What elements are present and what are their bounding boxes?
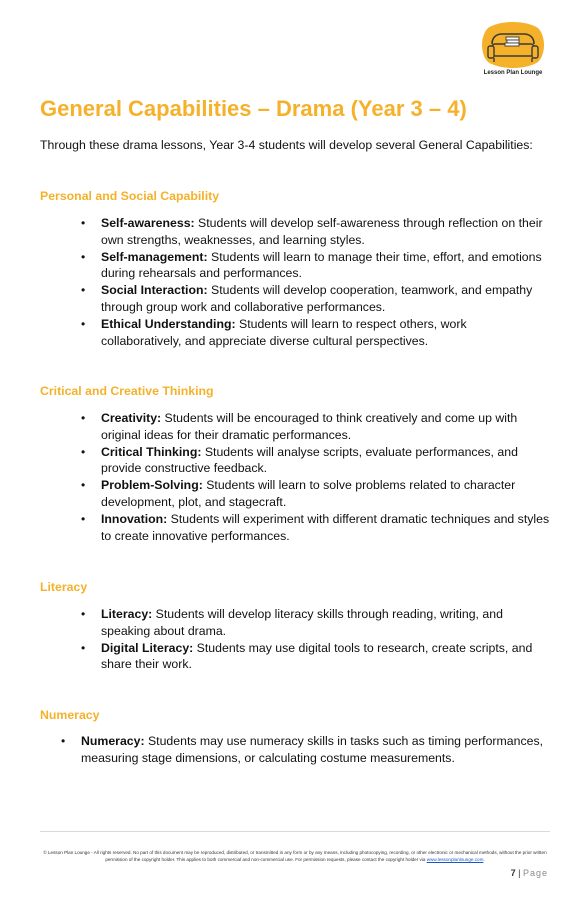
- bullet-icon: •: [81, 607, 86, 621]
- brand-logo: [478, 22, 548, 82]
- page-number-value: 7: [510, 868, 516, 878]
- list-item: [40, 606, 550, 640]
- section-personal-social: [40, 188, 550, 349]
- item-term: Innovation:: [101, 511, 168, 526]
- list-item: [40, 640, 550, 674]
- section-heading: Personal and Social Capability: [40, 189, 220, 203]
- item-text: Students will develop cooperation, teamwork, and empathy through group work and collaborative performances.: [101, 283, 533, 314]
- list-item: [40, 249, 550, 283]
- bullet-icon: •: [81, 283, 86, 298]
- footer-divider: [40, 831, 550, 832]
- item-term: Literacy:: [101, 607, 153, 621]
- item-term: Numeracy:: [81, 734, 145, 748]
- item-text: Students will experiment with different dramatic techniques and styles to create innovative performances.: [101, 511, 550, 543]
- list-item: [40, 511, 550, 545]
- bullet-icon: •: [81, 316, 86, 331]
- bullet-icon: •: [81, 216, 86, 230]
- list-item: [40, 444, 550, 478]
- list-item: [40, 477, 550, 511]
- item-term: Problem-Solving:: [101, 478, 203, 493]
- item-term: Critical Thinking:: [101, 444, 202, 459]
- section-critical-creative: [40, 383, 550, 544]
- bullet-icon: •: [81, 478, 86, 493]
- section-numeracy: [40, 707, 550, 767]
- bullet-list: [40, 215, 550, 349]
- bullet-icon: •: [81, 249, 86, 264]
- page-number: [511, 868, 548, 878]
- bullet-icon: •: [61, 734, 66, 748]
- bullet-list: [40, 410, 550, 544]
- list-item: [40, 282, 550, 316]
- item-term: Digital Literacy:: [101, 640, 194, 655]
- section-heading: Critical and Creative Thinking: [40, 384, 214, 398]
- item-term: Ethical Understanding:: [101, 316, 236, 331]
- item-text: Students will learn to manage their time, effort, and emotions during rehearsals and performances.: [101, 249, 542, 281]
- list-item: [40, 215, 550, 249]
- sofa-with-books-icon: [480, 22, 546, 68]
- section-heading: Numeracy: [40, 708, 100, 722]
- page-title: General Capabilities – Drama (Year 3 – 4): [40, 96, 467, 121]
- item-text: Students will learn to solve problems related to character development, plot, and stagecraft.: [101, 478, 516, 509]
- item-term: Self-awareness:: [101, 216, 195, 230]
- item-text: Students will learn to respect others, work collaboratively, and appreciate diverse cultural perspectives.: [101, 316, 467, 348]
- footer-copyright: [40, 849, 550, 863]
- brand-name: Lesson Plan Lounge: [483, 70, 543, 76]
- page-label: Page: [522, 868, 548, 878]
- bullet-icon: •: [81, 444, 86, 459]
- bullet-list: [40, 606, 550, 673]
- section-literacy: [40, 579, 550, 673]
- list-item: [40, 733, 550, 767]
- bullet-icon: •: [81, 411, 86, 425]
- page-separator: |: [518, 868, 521, 878]
- copyright-text: © Lesson Plan Lounge - All rights reserved. No part of this document may be reproduced, distributed, or transmitted in any form or by any means, including photocopying, recording, or other electronic or mechanical methods, without the prior written permission of the copyright holder. This applies to both commercial and non-commercial use. For permission requests, please contact the copyright holder via: [43, 850, 547, 862]
- bullet-list: [40, 733, 550, 767]
- bullet-icon: •: [81, 511, 86, 526]
- website-link[interactable]: www.lessonplanlounge.com: [426, 857, 484, 862]
- item-term: Self-management:: [101, 249, 208, 264]
- section-heading: Literacy: [40, 580, 88, 594]
- item-text: Students may use numeracy skills in tasks such as timing performances, measuring stage dimensions, or calculating costume measurements.: [81, 734, 544, 765]
- item-text: Students will develop literacy skills through reading, writing, and speaking about drama.: [101, 607, 503, 638]
- item-text: Students will be encouraged to think creatively and come up with original ideas for their dramatic performances.: [101, 411, 518, 442]
- item-text: Students will analyse scripts, evaluate performances, and provide constructive feedback.: [101, 444, 518, 476]
- intro-paragraph: Through these drama lessons, Year 3-4 students will develop several General Capabilities:: [40, 138, 533, 152]
- item-text: Students will develop self-awareness through reflection on their own strengths, weaknesses, and learning styles.: [101, 216, 543, 247]
- list-item: [40, 316, 550, 350]
- item-term: Creativity:: [101, 411, 162, 425]
- link-suffix: .: [483, 857, 485, 862]
- bullet-icon: •: [81, 640, 86, 655]
- item-text: Students may use digital tools to research, create scripts, and share their work.: [101, 640, 533, 672]
- item-term: Social Interaction:: [101, 283, 208, 298]
- list-item: [40, 410, 550, 444]
